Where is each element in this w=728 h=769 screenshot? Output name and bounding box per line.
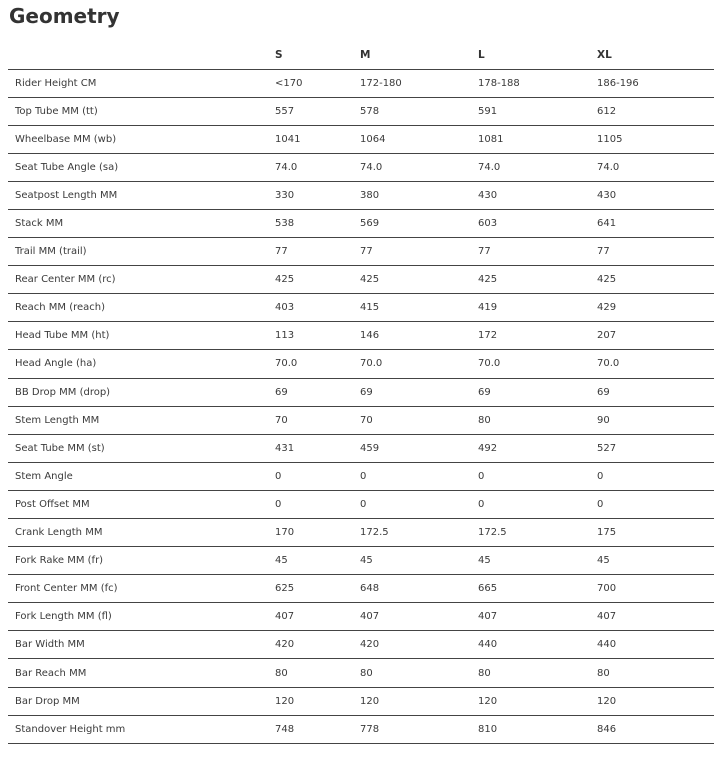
cell-size-s: 170 — [275, 519, 360, 547]
header-label-column — [8, 40, 275, 69]
cell-size-s: 80 — [275, 659, 360, 687]
cell-size-xl: 0 — [597, 462, 714, 490]
row-label: Stack MM — [8, 209, 275, 237]
cell-size-xl: 207 — [597, 322, 714, 350]
table-row — [8, 547, 714, 575]
cell-size-s: 625 — [275, 575, 360, 603]
cell-size-l: 425 — [478, 266, 597, 294]
cell-size-xl: 90 — [597, 406, 714, 434]
cell-size-xl: 846 — [597, 715, 714, 743]
table-row — [8, 378, 714, 406]
table-row — [8, 153, 714, 181]
cell-size-l: 440 — [478, 631, 597, 659]
cell-size-m: 569 — [360, 209, 478, 237]
cell-size-l: 665 — [478, 575, 597, 603]
cell-size-xl: 80 — [597, 659, 714, 687]
row-label: Head Angle (ha) — [8, 350, 275, 378]
row-label: Front Center MM (fc) — [8, 575, 275, 603]
cell-size-s: 425 — [275, 266, 360, 294]
cell-size-s: 70.0 — [275, 350, 360, 378]
cell-size-m: 70 — [360, 406, 478, 434]
cell-size-l: 172 — [478, 322, 597, 350]
cell-size-xl: 641 — [597, 209, 714, 237]
table-row — [8, 238, 714, 266]
cell-size-m: 70.0 — [360, 350, 478, 378]
cell-size-xl: 120 — [597, 687, 714, 715]
cell-size-s: 557 — [275, 97, 360, 125]
cell-size-s: 420 — [275, 631, 360, 659]
table-row — [8, 181, 714, 209]
cell-size-s: 431 — [275, 434, 360, 462]
cell-size-m: 407 — [360, 603, 478, 631]
table-body — [8, 69, 714, 743]
cell-size-m: 420 — [360, 631, 478, 659]
cell-size-xl: 1105 — [597, 125, 714, 153]
cell-size-s: 69 — [275, 378, 360, 406]
cell-size-s: 70 — [275, 406, 360, 434]
cell-size-l: 74.0 — [478, 153, 597, 181]
cell-size-l: 120 — [478, 687, 597, 715]
cell-size-l: 407 — [478, 603, 597, 631]
cell-size-xl: 430 — [597, 181, 714, 209]
cell-size-xl: 700 — [597, 575, 714, 603]
row-label: Post Offset MM — [8, 490, 275, 518]
row-label: Rider Height CM — [8, 69, 275, 97]
row-label: Reach MM (reach) — [8, 294, 275, 322]
table-row — [8, 209, 714, 237]
page-title: Geometry — [9, 4, 120, 28]
cell-size-m: 1064 — [360, 125, 478, 153]
cell-size-s: 0 — [275, 462, 360, 490]
cell-size-m: 425 — [360, 266, 478, 294]
row-label: Stem Length MM — [8, 406, 275, 434]
cell-size-m: 172.5 — [360, 519, 478, 547]
cell-size-xl: 74.0 — [597, 153, 714, 181]
cell-size-l: 69 — [478, 378, 597, 406]
row-label: Bar Reach MM — [8, 659, 275, 687]
table-row — [8, 350, 714, 378]
table-row — [8, 69, 714, 97]
cell-size-m: 172-180 — [360, 69, 478, 97]
cell-size-xl: 77 — [597, 238, 714, 266]
cell-size-m: 146 — [360, 322, 478, 350]
cell-size-l: 70.0 — [478, 350, 597, 378]
table-row — [8, 715, 714, 743]
cell-size-xl: 440 — [597, 631, 714, 659]
cell-size-s: <170 — [275, 69, 360, 97]
row-label: Seat Tube Angle (sa) — [8, 153, 275, 181]
header-size-s: S — [275, 40, 360, 69]
table-row — [8, 97, 714, 125]
table-row — [8, 294, 714, 322]
cell-size-m: 45 — [360, 547, 478, 575]
cell-size-l: 0 — [478, 490, 597, 518]
table-row — [8, 575, 714, 603]
row-label: Top Tube MM (tt) — [8, 97, 275, 125]
table-row — [8, 125, 714, 153]
cell-size-s: 113 — [275, 322, 360, 350]
cell-size-xl: 186-196 — [597, 69, 714, 97]
cell-size-xl: 612 — [597, 97, 714, 125]
geometry-table — [8, 40, 714, 744]
cell-size-l: 178-188 — [478, 69, 597, 97]
cell-size-m: 69 — [360, 378, 478, 406]
cell-size-s: 538 — [275, 209, 360, 237]
row-label: Crank Length MM — [8, 519, 275, 547]
row-label: Fork Length MM (fl) — [8, 603, 275, 631]
table-row — [8, 462, 714, 490]
table-header-row — [8, 40, 714, 69]
cell-size-m: 120 — [360, 687, 478, 715]
row-label: Stem Angle — [8, 462, 275, 490]
cell-size-l: 419 — [478, 294, 597, 322]
cell-size-l: 80 — [478, 659, 597, 687]
cell-size-s: 1041 — [275, 125, 360, 153]
cell-size-xl: 69 — [597, 378, 714, 406]
header-size-m: M — [360, 40, 478, 69]
cell-size-xl: 425 — [597, 266, 714, 294]
table-row — [8, 322, 714, 350]
row-label: Seat Tube MM (st) — [8, 434, 275, 462]
row-label: Fork Rake MM (fr) — [8, 547, 275, 575]
cell-size-l: 77 — [478, 238, 597, 266]
table-row — [8, 519, 714, 547]
cell-size-s: 330 — [275, 181, 360, 209]
cell-size-s: 77 — [275, 238, 360, 266]
cell-size-l: 810 — [478, 715, 597, 743]
table-row — [8, 631, 714, 659]
cell-size-m: 415 — [360, 294, 478, 322]
row-label: Wheelbase MM (wb) — [8, 125, 275, 153]
table-row — [8, 490, 714, 518]
cell-size-m: 0 — [360, 490, 478, 518]
cell-size-s: 45 — [275, 547, 360, 575]
row-label: Bar Drop MM — [8, 687, 275, 715]
cell-size-xl: 429 — [597, 294, 714, 322]
cell-size-m: 80 — [360, 659, 478, 687]
cell-size-m: 380 — [360, 181, 478, 209]
cell-size-s: 74.0 — [275, 153, 360, 181]
row-label: Seatpost Length MM — [8, 181, 275, 209]
cell-size-m: 74.0 — [360, 153, 478, 181]
cell-size-xl: 527 — [597, 434, 714, 462]
cell-size-xl: 45 — [597, 547, 714, 575]
cell-size-l: 172.5 — [478, 519, 597, 547]
cell-size-m: 578 — [360, 97, 478, 125]
row-label: Standover Height mm — [8, 715, 275, 743]
table-row — [8, 406, 714, 434]
row-label: Rear Center MM (rc) — [8, 266, 275, 294]
row-label: BB Drop MM (drop) — [8, 378, 275, 406]
row-label: Head Tube MM (ht) — [8, 322, 275, 350]
cell-size-l: 45 — [478, 547, 597, 575]
cell-size-s: 403 — [275, 294, 360, 322]
cell-size-s: 0 — [275, 490, 360, 518]
cell-size-s: 407 — [275, 603, 360, 631]
cell-size-m: 0 — [360, 462, 478, 490]
cell-size-l: 80 — [478, 406, 597, 434]
table-row — [8, 603, 714, 631]
table-row — [8, 687, 714, 715]
cell-size-m: 459 — [360, 434, 478, 462]
cell-size-xl: 0 — [597, 490, 714, 518]
cell-size-m: 778 — [360, 715, 478, 743]
header-size-l: L — [478, 40, 597, 69]
cell-size-s: 120 — [275, 687, 360, 715]
cell-size-l: 591 — [478, 97, 597, 125]
row-label: Bar Width MM — [8, 631, 275, 659]
cell-size-m: 77 — [360, 238, 478, 266]
cell-size-xl: 70.0 — [597, 350, 714, 378]
cell-size-s: 748 — [275, 715, 360, 743]
cell-size-l: 0 — [478, 462, 597, 490]
header-size-xl: XL — [597, 40, 714, 69]
cell-size-l: 603 — [478, 209, 597, 237]
cell-size-xl: 407 — [597, 603, 714, 631]
cell-size-xl: 175 — [597, 519, 714, 547]
cell-size-l: 492 — [478, 434, 597, 462]
cell-size-l: 430 — [478, 181, 597, 209]
table-row — [8, 434, 714, 462]
table-row — [8, 659, 714, 687]
cell-size-m: 648 — [360, 575, 478, 603]
table-row — [8, 266, 714, 294]
cell-size-l: 1081 — [478, 125, 597, 153]
row-label: Trail MM (trail) — [8, 238, 275, 266]
